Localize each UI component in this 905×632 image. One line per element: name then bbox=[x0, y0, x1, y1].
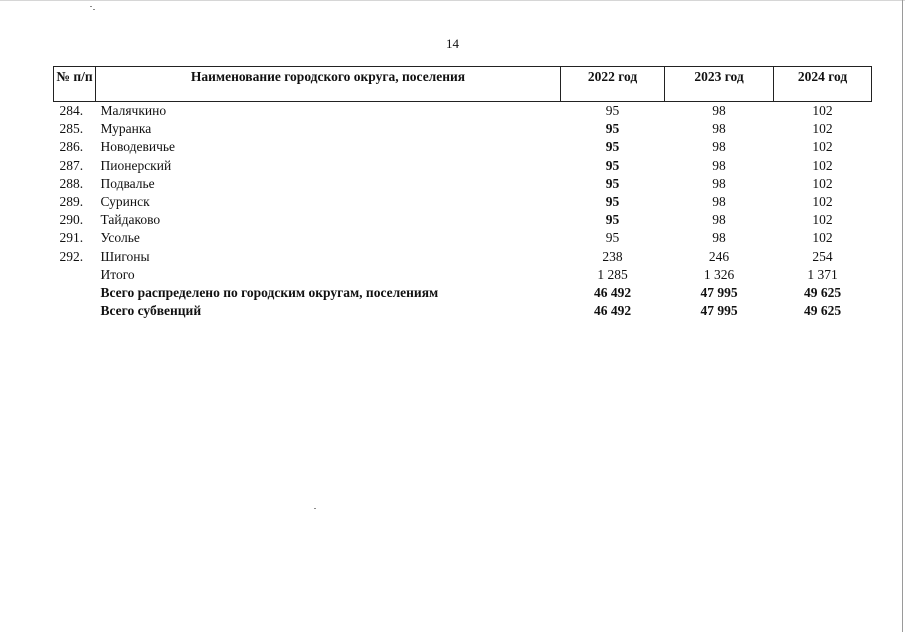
allocation-table bbox=[53, 66, 872, 320]
table-row bbox=[54, 211, 872, 229]
row-value-2022: 95 bbox=[605, 103, 620, 119]
row-settlement-name: Шигоны bbox=[100, 248, 150, 264]
header-number: № п/п bbox=[54, 67, 96, 102]
header-2023: 2023 год bbox=[665, 67, 774, 102]
row-value-2023: 98 bbox=[712, 157, 726, 173]
subtotal-row bbox=[54, 266, 872, 284]
row-value-2024: 102 bbox=[812, 103, 833, 119]
header-2022: 2022 год bbox=[561, 67, 665, 102]
table-row bbox=[54, 157, 872, 175]
row-settlement-name: Суринск bbox=[100, 194, 150, 210]
total-distributed-2022: 46 492 bbox=[593, 284, 632, 300]
row-value-2023: 98 bbox=[712, 103, 726, 119]
row-value-2024: 102 bbox=[812, 121, 833, 137]
header-name: Наименование городского округа, поселения bbox=[96, 67, 561, 102]
row-value-2024: 102 bbox=[812, 212, 833, 228]
row-value-2022: 95 bbox=[605, 157, 620, 173]
row-number: 289. bbox=[59, 194, 84, 210]
table-row bbox=[54, 138, 872, 156]
row-number: 287. bbox=[59, 157, 84, 173]
row-settlement-name: Пионерский bbox=[100, 157, 172, 173]
row-value-2023: 98 bbox=[712, 175, 726, 191]
subtotal-label: Итого bbox=[100, 266, 135, 282]
table-row bbox=[54, 120, 872, 138]
row-value-2023: 98 bbox=[712, 139, 726, 155]
total-subventions-2023: 47 995 bbox=[700, 303, 738, 319]
scan-speck bbox=[93, 9, 95, 10]
row-settlement-name: Малячкино bbox=[100, 103, 167, 119]
row-value-2023: 98 bbox=[712, 194, 726, 210]
row-value-2022: 95 bbox=[605, 194, 620, 210]
row-value-2024: 102 bbox=[812, 175, 833, 191]
total-subventions-row bbox=[54, 302, 872, 320]
subtotal-2024: 1 371 bbox=[807, 266, 838, 282]
table-row bbox=[54, 175, 872, 193]
total-subventions-2024: 49 625 bbox=[803, 303, 842, 319]
table-row bbox=[54, 229, 872, 247]
total-subventions-label: Всего субвенций bbox=[100, 303, 202, 319]
row-number: 285. bbox=[59, 121, 84, 137]
row-value-2022: 238 bbox=[602, 248, 623, 264]
row-value-2024: 102 bbox=[812, 194, 833, 210]
row-value-2022: 95 bbox=[605, 175, 620, 191]
row-value-2024: 102 bbox=[812, 157, 833, 173]
row-settlement-name: Тайдаково bbox=[100, 212, 161, 228]
total-distributed-row bbox=[54, 284, 872, 302]
row-number: 284. bbox=[59, 103, 84, 119]
row-value-2024: 254 bbox=[812, 248, 833, 264]
total-distributed-label: Всего распределено по городским округам, поселениям bbox=[100, 284, 439, 300]
row-settlement-name: Новодевичье bbox=[100, 139, 176, 155]
row-value-2023: 98 bbox=[712, 212, 726, 228]
scan-speck bbox=[314, 508, 316, 509]
row-settlement-name: Подвалье bbox=[100, 175, 155, 191]
row-number: 292. bbox=[59, 248, 84, 264]
row-value-2022: 95 bbox=[605, 121, 620, 137]
subtotal-2022: 1 285 bbox=[597, 266, 628, 282]
table-row bbox=[54, 248, 872, 266]
row-value-2022: 95 bbox=[605, 212, 620, 228]
table-row bbox=[54, 102, 872, 121]
row-value-2023: 98 bbox=[712, 230, 726, 246]
row-settlement-name: Усолье bbox=[100, 230, 140, 246]
page-right-edge bbox=[902, 0, 903, 632]
row-number: 288. bbox=[59, 175, 84, 191]
row-value-2024: 102 bbox=[812, 139, 833, 155]
table-header-row bbox=[54, 67, 872, 102]
total-subventions-2022: 46 492 bbox=[593, 303, 632, 319]
table-row bbox=[54, 193, 872, 211]
row-number: 291. bbox=[59, 230, 84, 246]
row-value-2023: 246 bbox=[708, 248, 730, 264]
total-distributed-2024: 49 625 bbox=[803, 284, 842, 300]
row-value-2022: 95 bbox=[605, 139, 620, 155]
row-number: 286. bbox=[59, 139, 84, 155]
page-top-edge bbox=[0, 0, 905, 1]
row-value-2024: 102 bbox=[812, 230, 833, 246]
subtotal-2023: 1 326 bbox=[703, 266, 735, 282]
header-2024: 2024 год bbox=[774, 67, 872, 102]
total-distributed-2023: 47 995 bbox=[700, 284, 738, 300]
row-value-2023: 98 bbox=[712, 121, 726, 137]
row-settlement-name: Муранка bbox=[100, 121, 152, 137]
row-value-2022: 95 bbox=[605, 230, 620, 246]
row-number: 290. bbox=[59, 212, 84, 228]
page-number: 14 bbox=[446, 36, 459, 51]
scan-speck bbox=[90, 6, 92, 7]
table-body bbox=[54, 102, 872, 321]
